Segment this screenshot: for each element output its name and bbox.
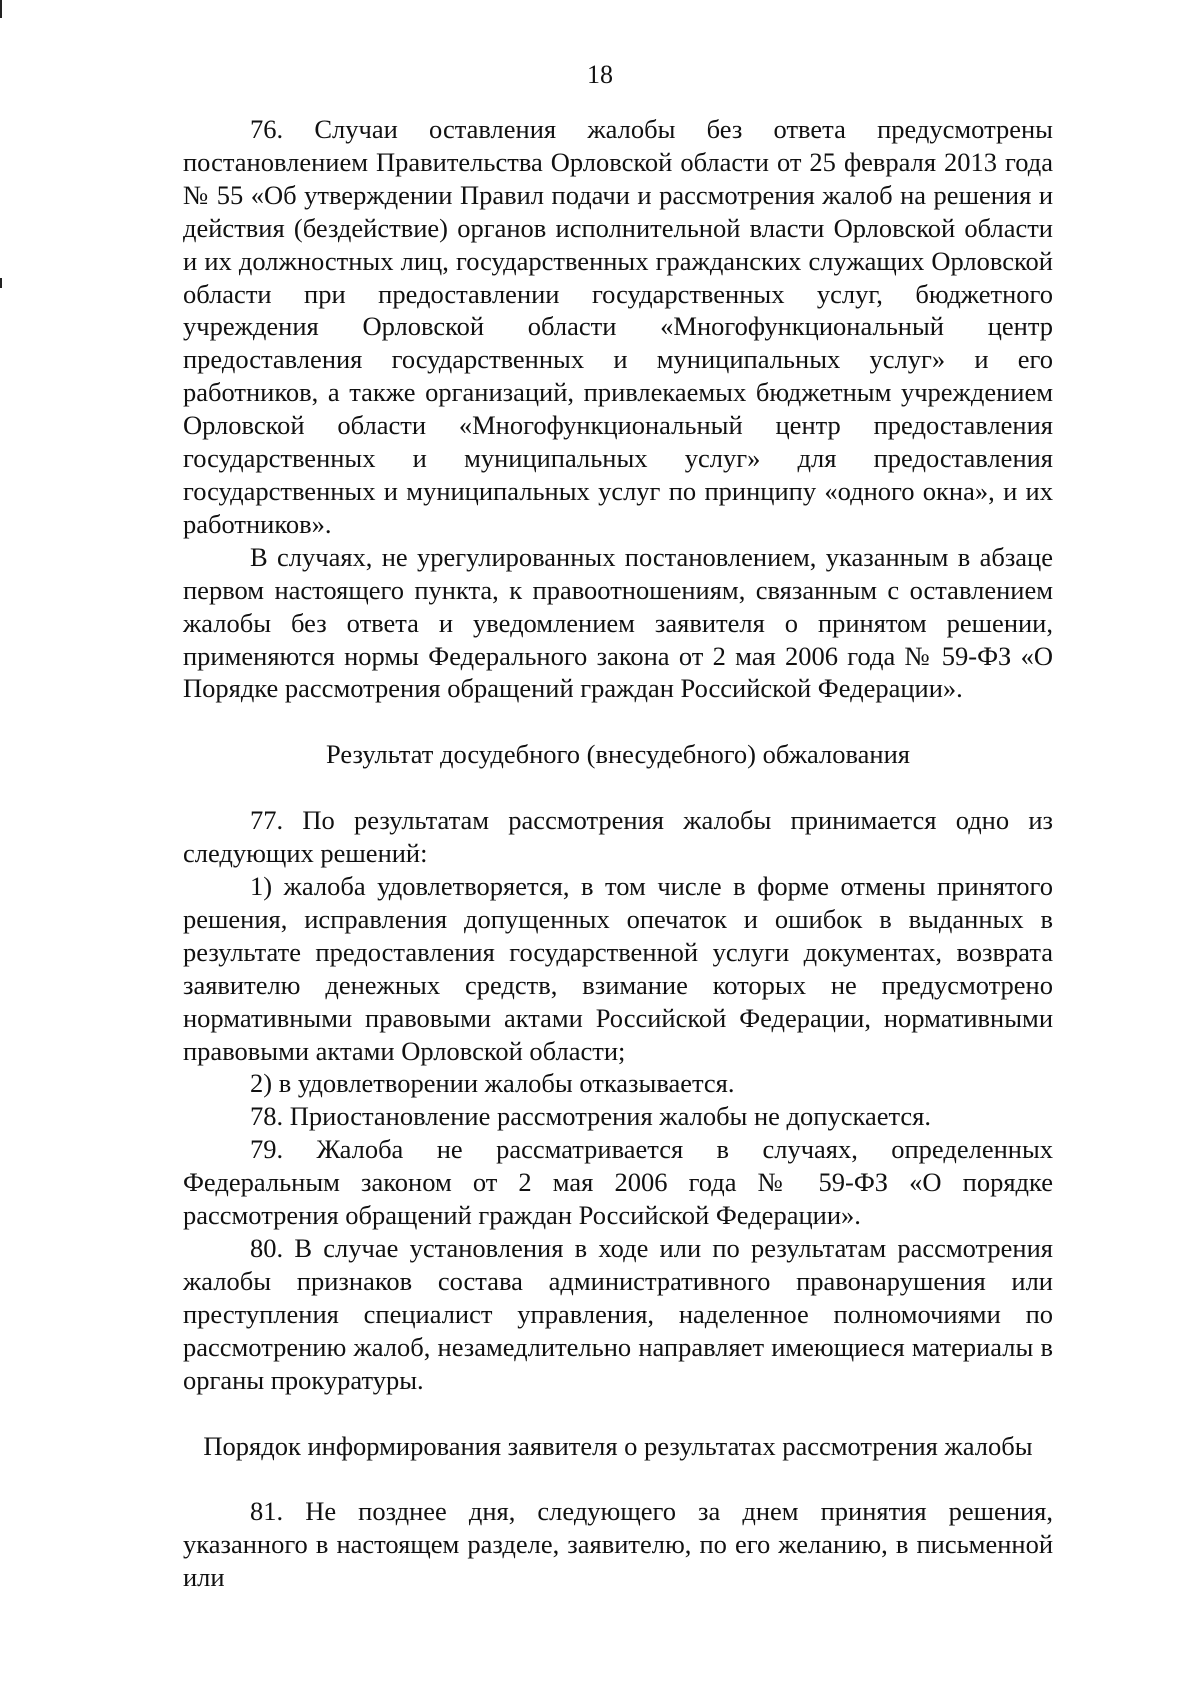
paragraph-76: 76. Случаи оставления жалобы без ответа предусмотрены постановлением Правительства Орловской области от 25 февраля 2013 года № 55 «Об утверждении Правил подачи и рассмотрения жалоб на решения и действия (бездействие) органов исполнительной власти Орловской области и их должностных лиц, государственных гражданских служащих Орловской области при предоставлении государственных услуг, бюджетного учреждения Орловской области «Многофункциональный центр предоставления государственных и муниципальных услуг» и его работников, а также организаций, привлекаемых бюджетным учреждением Орловской области «Многофункциональный центр предоставления государственных и муниципальных услуг» для предоставления государственных и муниципальных услуг по принципу «одного окна», и их работников». <box>183 114 1053 539</box>
paragraph-76-continuation: В случаях, не урегулированных постановлением, указанным в абзаце первом настоящего пункта, к правоотношениям, связанным с оставлением жалобы без ответа и уведомлением заявителя о принятом решении, применяются нормы Федерального закона от 2 мая 2006 года № 59-ФЗ «О Порядке рассмотрения обращений граждан Российской Федерации». <box>183 541 1053 704</box>
paragraph-78: 78. Приостановление рассмотрения жалобы не допускается. <box>250 1101 931 1132</box>
paragraph-79: 79. Жалоба не рассматривается в случаях, определенных Федеральным законом от 2 мая 2006 года № 59-ФЗ «О порядке рассмотрения обращений граждан Российской Федерации». <box>183 1134 1053 1231</box>
paragraph-80: 80. В случае установления в ходе или по результатам рассмотрения жалобы признаков состава административного правонарушения или преступления специалист управления, наделенное полномочиями по рассмотрению жалоб, незамедлительно направляет имеющиеся материалы в органы прокуратуры. <box>183 1233 1053 1395</box>
list-item-2: 2) в удовлетворении жалобы отказывается. <box>250 1068 735 1099</box>
section-heading-appeal-result: Результат досудебного (внесудебного) обжалования <box>326 739 910 770</box>
document-body <box>183 113 1053 1594</box>
paragraph-77: 77. По результатам рассмотрения жалобы принимается одно из следующих решений: <box>183 805 1053 869</box>
scan-edge-mark <box>0 278 2 288</box>
section-heading-informing-applicant: Порядок информирования заявителя о результатах рассмотрения жалобы <box>203 1430 1033 1461</box>
list-item-1: 1) жалоба удовлетворяется, в том числе в форме отмены принятого решения, исправления допущенных опечаток и ошибок в выданных в результате предоставления государственной услуги документах, возврата заявителю денежных средств, взимание которых не предусмотрено нормативными правовыми актами Российской Федерации, нормативными правовыми актами Орловской области; <box>183 871 1053 1066</box>
page-number: 18 <box>587 60 613 89</box>
scan-edge-mark <box>0 0 2 18</box>
paragraph-81: 81. Не позднее дня, следующего за днем принятия решения, указанного в настоящем разделе, заявителю, по его желанию, в письменной или <box>183 1496 1053 1593</box>
